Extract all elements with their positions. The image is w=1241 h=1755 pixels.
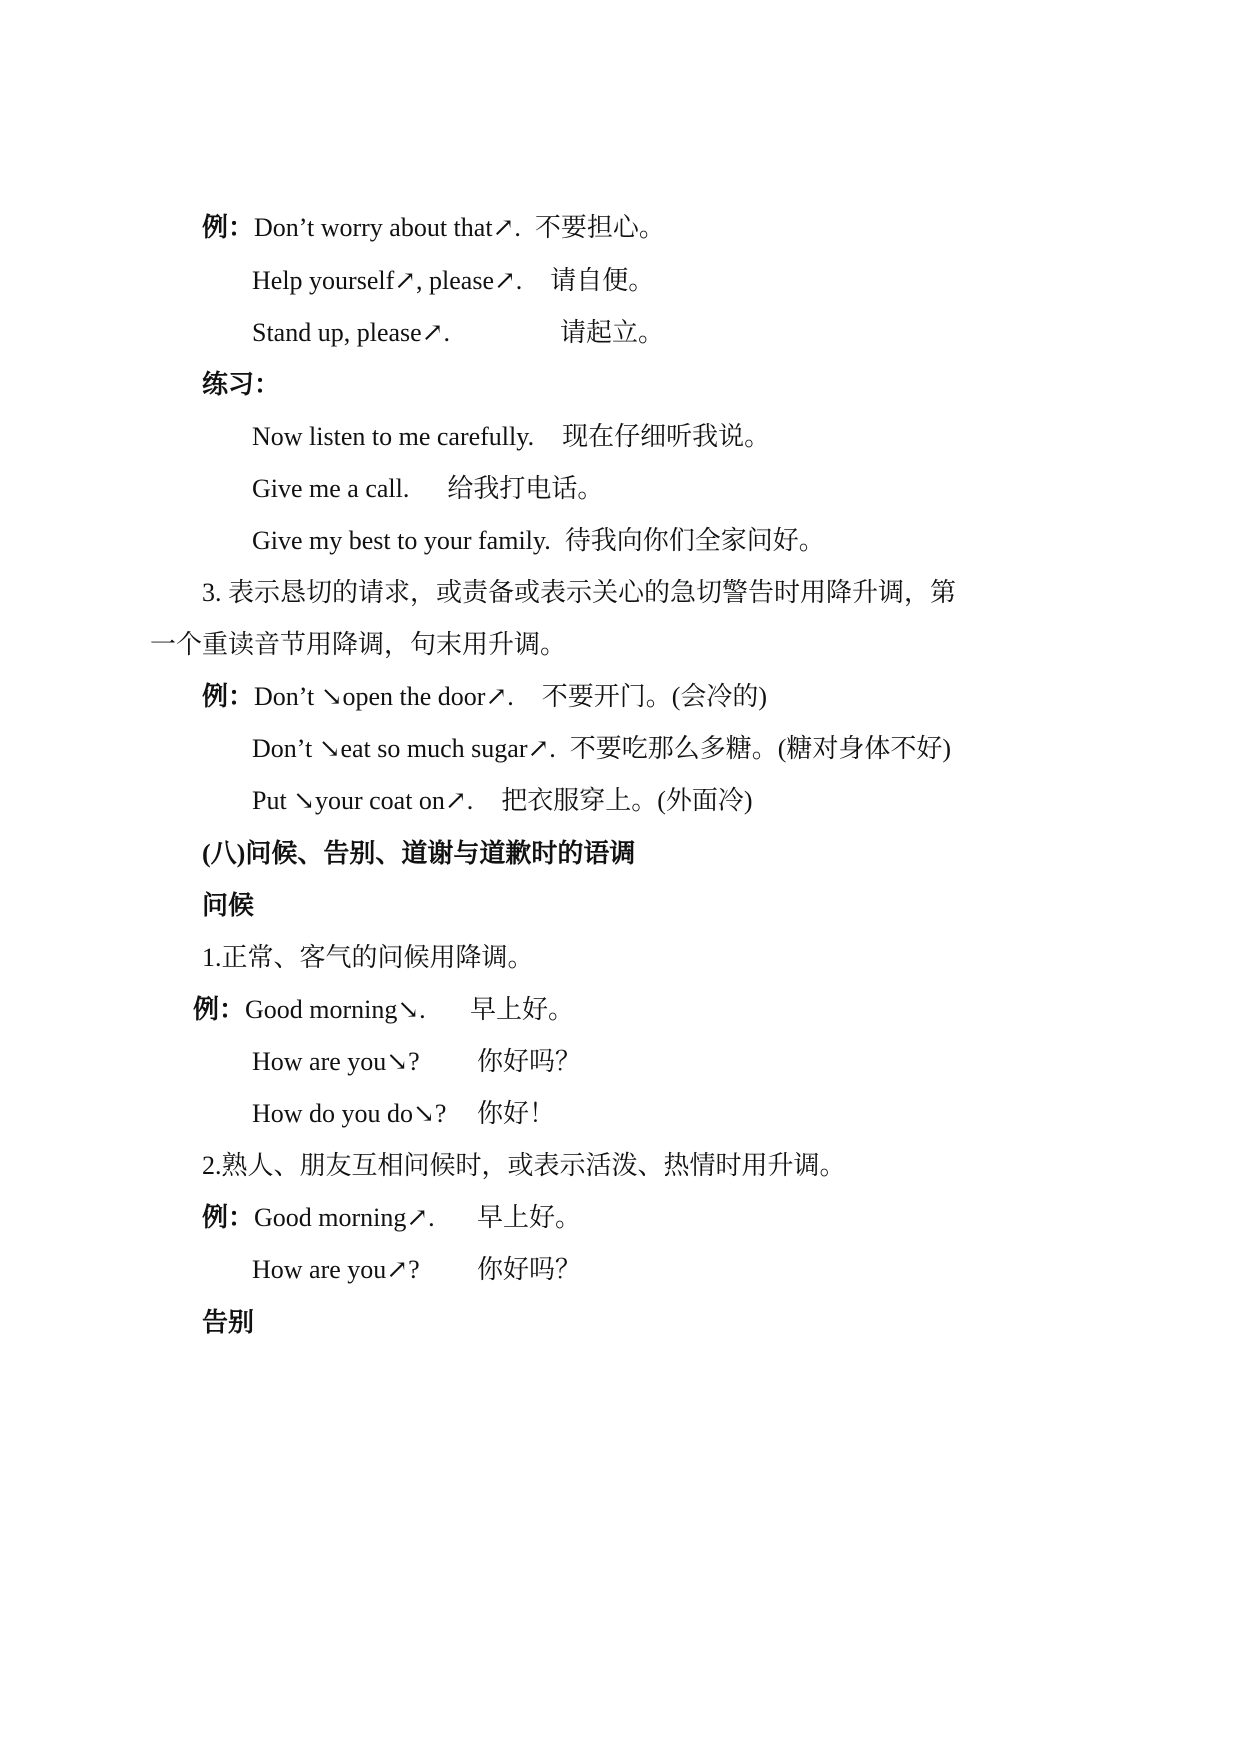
chinese-translation: 不要吃那么多糖。(糖对身体不好): [569, 734, 952, 763]
chinese-translation: 你好吗？: [477, 1255, 582, 1284]
practice-line: [252, 420, 770, 454]
english-sentence: Now listen to me carefully.: [252, 422, 535, 451]
english-sentence: Don’t ↘eat so much sugar↗.: [252, 734, 556, 763]
example-line: [202, 211, 665, 245]
chinese-translation: 早上好。: [477, 1203, 582, 1232]
chinese-translation: 给我打电话。: [447, 474, 604, 503]
english-sentence: Give me a call.: [252, 474, 410, 503]
practice-line: [252, 524, 825, 558]
section-heading: (八)问候、告别、道谢与道歉时的语调: [202, 839, 636, 868]
example-line: [252, 316, 450, 350]
chinese-translation: 早上好。: [470, 995, 575, 1024]
chinese-translation: 你好吗？: [477, 1047, 582, 1076]
example-line: [202, 1201, 435, 1235]
paragraph-line: 3. 表示恳切的请求，或责备或表示关心的急切警告时用降升调，第: [202, 578, 957, 607]
chinese-translation: 请起立。: [560, 318, 665, 347]
chinese-translation: 你好！: [477, 1099, 556, 1128]
chinese-translation: 把衣服穿上。(外面冷): [501, 786, 753, 815]
english-sentence: Put ↘your coat on↗.: [252, 786, 474, 815]
english-sentence: Good morning↘.: [245, 995, 426, 1024]
example-line: [252, 732, 951, 766]
example-label: 例：: [193, 995, 246, 1024]
subsection-heading: 问候: [202, 891, 255, 920]
english-sentence: Stand up, please↗.: [252, 318, 450, 347]
english-sentence: How are you↗?: [252, 1255, 420, 1284]
example-label: 例：: [202, 213, 255, 242]
example-label: 例：: [202, 1203, 255, 1232]
paragraph-line: 2.熟人、朋友互相问候时，或表示活泼、热情时用升调。: [202, 1151, 846, 1180]
english-sentence: How do you do↘?: [252, 1099, 447, 1128]
chinese-translation: 请自便。: [550, 266, 655, 295]
english-sentence: Don’t ↘open the door↗.: [254, 682, 514, 711]
example-line: [202, 680, 767, 714]
english-sentence: Don’t worry about that↗.: [254, 213, 521, 242]
paragraph-line: 一个重读音节用降调，句末用升调。: [150, 630, 567, 659]
english-sentence: Help yourself↗, please↗.: [252, 266, 523, 295]
chinese-translation: 现在仔细听我说。: [562, 422, 771, 451]
practice-line: [252, 472, 603, 506]
example-line: [193, 993, 426, 1027]
example-label: 例：: [202, 682, 255, 711]
paragraph-line: 1.正常、客气的问候用降调。: [202, 943, 534, 972]
english-sentence: Good morning↗.: [254, 1203, 435, 1232]
practice-label: 练习：: [202, 370, 281, 399]
chinese-translation: 不要担心。: [534, 213, 665, 242]
english-sentence: How are you↘?: [252, 1047, 420, 1076]
example-line: [252, 784, 753, 818]
subsection-heading: 告别: [202, 1308, 255, 1337]
english-sentence: Give my best to your family.: [252, 526, 551, 555]
chinese-translation: 待我向你们全家问好。: [564, 526, 825, 555]
example-line: [252, 264, 654, 298]
chinese-translation: 不要开门。(会冷的): [541, 682, 768, 711]
